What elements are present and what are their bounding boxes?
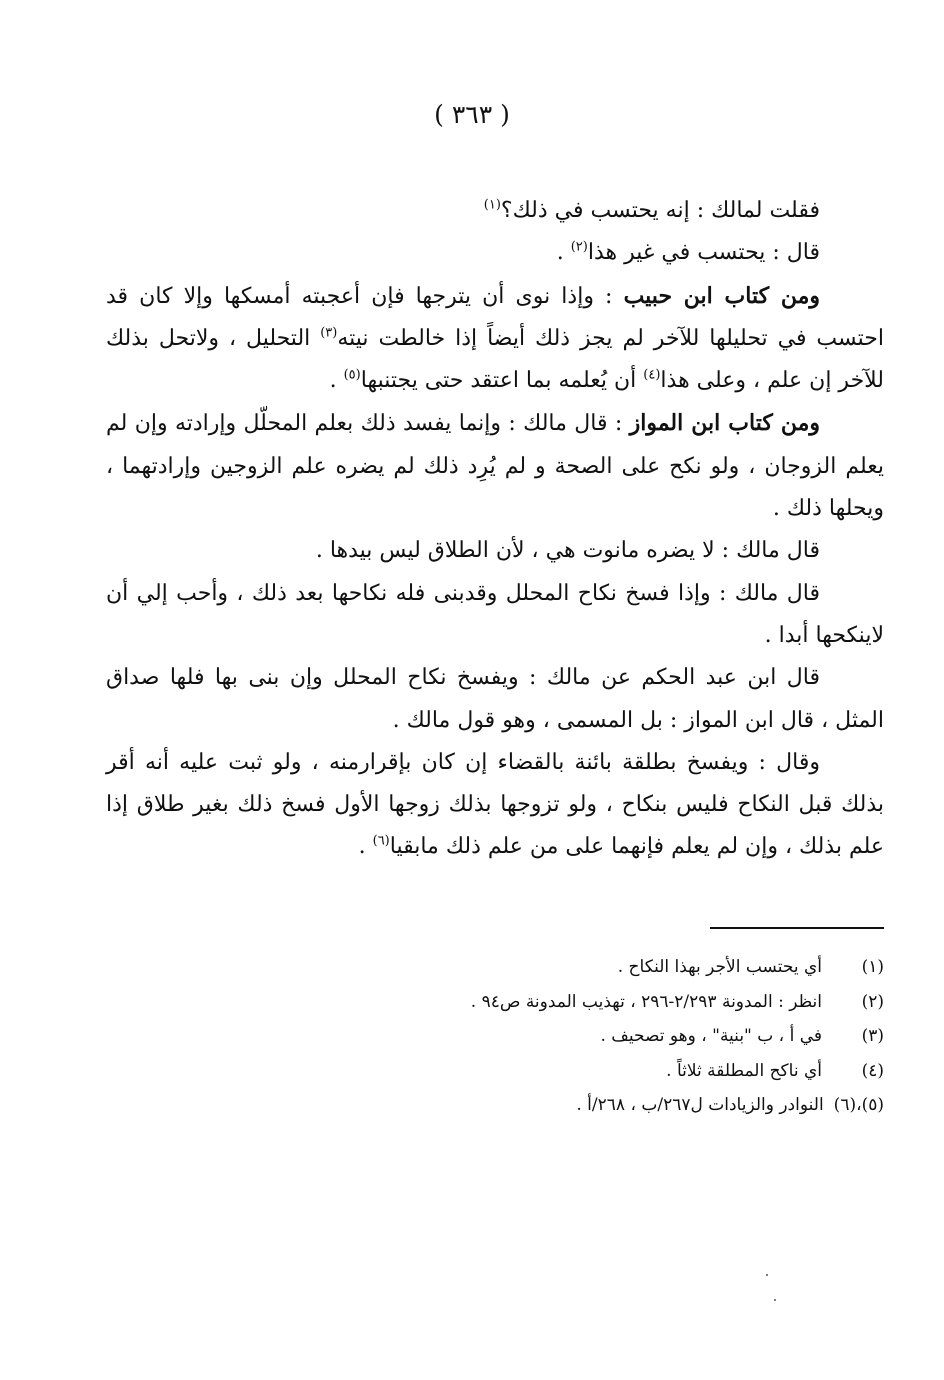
paragraph-text: قال مالك : لا يضره مانوت هي ، لأن الطلاق ليس بيدها . (315, 538, 820, 564)
footnote-number: (٤) (861, 1060, 884, 1081)
paragraph-end: . (329, 368, 344, 394)
footnote (300, 950, 884, 985)
section-lead: ومن كتاب ابن حبيب (623, 282, 821, 309)
footnote-number: (٥)،(٦) (833, 1095, 884, 1115)
footnote-number: (١) (861, 957, 884, 977)
footnote-text: النوادر والزيادات ل٢٦٧/ب ، ٢٦٨/أ . (576, 1095, 824, 1115)
paragraph (106, 530, 884, 572)
paragraph (106, 275, 884, 403)
footnote-text: في أ ، ب "بنية" ، وهو تصحيف . (600, 1026, 822, 1046)
footnote (300, 1054, 884, 1089)
paragraph-text: قال : يحتسب في غير هذا (587, 240, 820, 266)
footnote-ref: (٦) (372, 834, 390, 850)
paragraph-text: قال مالك : وإذا فسخ نكاح المحلل وقدبنى فله نكاحها بعد ذلك ، وأحب إلي أن لاينكحها أبدا . (106, 580, 884, 648)
paragraph (106, 190, 884, 232)
footnote-divider (710, 927, 884, 929)
footnote (300, 985, 884, 1020)
paragraph (106, 657, 884, 742)
main-text (106, 190, 884, 869)
paragraph (106, 232, 884, 274)
footnote-ref: (٣) (320, 325, 338, 341)
paragraph (106, 742, 884, 869)
paragraph (106, 402, 884, 530)
paragraph-text: : قال مالك : وإنما يفسد ذلك بعلم المحلّل وإرادته وإن لم يعلم الزوجان ، ولو نكح على الصحة و لم يُرِد ذلك لم يضره علم الزوجين وإرادتهما ، ويحلها ذلك . (106, 411, 884, 522)
footnote-number: (٢) (861, 991, 884, 1012)
paragraph-tail: . (358, 834, 373, 860)
footnote-ref: (٢) (570, 239, 588, 255)
paragraph-tail: . (556, 240, 571, 266)
footnote-ref: (٥) (343, 367, 361, 383)
footnotes (300, 950, 884, 1123)
footnote-number: (٣) (861, 1026, 884, 1046)
footnote-text: انظر : المدونة ٢/٢٩٣-٢٩٦ ، تهذيب المدونة ص٩٤ . (470, 991, 822, 1012)
paragraph-tail: التحليل ، ولاتحل بذلك للآخر إن علم ، وعلى هذا (106, 325, 884, 394)
paragraph-text: فقلت لمالك : إنه يحتسب في ذلك؟ (500, 198, 820, 223)
page-number: ( ٣٦٣ ) (434, 100, 510, 129)
paragraph-tail: أن يُعلمه بما اعتقد حتى يجتنبها (360, 368, 644, 394)
scan-speck (774, 1299, 776, 1301)
footnote (300, 1019, 884, 1054)
footnote-text: أي ناكح المطلقة ثلاثاً . (666, 1060, 822, 1081)
footnote (300, 1088, 884, 1123)
section-lead: ومن كتاب ابن المواز (629, 410, 820, 437)
paragraph (106, 573, 884, 658)
paragraph-text: قال ابن عبد الحكم عن مالك : ويفسخ نكاح المحلل وإن بنى بها فلها صداق المثل ، قال ابن المواز : بل المسمى ، وهو قول مالك . (106, 665, 884, 733)
paragraph-text: وقال : ويفسخ بطلقة بائنة بالقضاء إن كان بإقرارمنه ، ولو ثبت عليه أنه أقر بذلك قبل النكاح فليس بنكاح ، ولو تزوجها بذلك زوجها الأول فسخ ذلك بغير طلاق إذا علم بذلك ، وإن لم يعلم فإنهما على من علم ذلك مابقيا (106, 749, 884, 860)
scan-speck (766, 1274, 768, 1276)
footnote-text: أي يحتسب الأجر بهذا النكاح . (617, 957, 822, 977)
footnote-ref: (٤) (643, 367, 661, 383)
footnote-ref: (١) (483, 197, 501, 213)
paragraph-text: : وإذا نوى أن يترجها فإن أعجبته أمسكها وإلا كان قد احتسب في تحليلها للآخر لم يجز ذلك أيضاً إذا خالطت نيته (106, 283, 884, 351)
